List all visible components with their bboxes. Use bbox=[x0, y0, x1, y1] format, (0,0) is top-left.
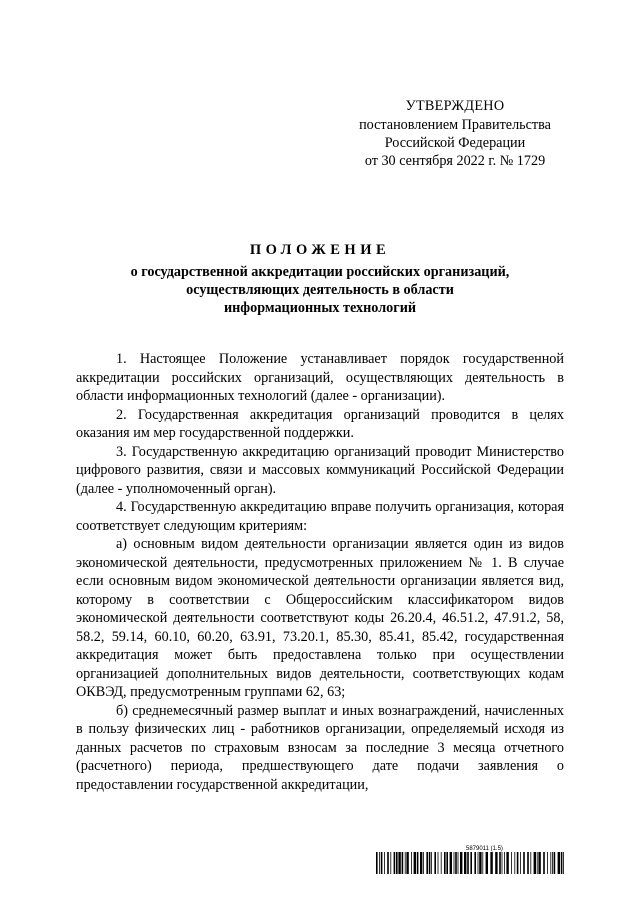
paragraph: б) среднемесячный размер выплат и иных вознаграждений, начисленных в пользу физических лиц - работников организации, определяемый исходя из данных расчетов по страховым взносам за последние 3 месяца отчетного (расчетного) периода, предшествующего дате подачи заявления о предоставлении государственной аккредитации, bbox=[76, 702, 564, 793]
subtitle-line: информационных технологий bbox=[223, 300, 417, 316]
document-body bbox=[76, 350, 564, 794]
document-code: 5879011 (1.5) bbox=[466, 846, 503, 852]
approval-date-line: от 30 сентября 2022 г. № 1729 bbox=[364, 153, 546, 169]
paragraph: 3. Государственную аккредитацию организаций проводит Министерство цифрового развития, связи и массовых коммуникаций Российской Федерации (далее - уполномоченный орган). bbox=[76, 443, 564, 497]
barcode bbox=[376, 852, 564, 874]
approval-line: Российской Федерации bbox=[384, 135, 526, 151]
approval-heading: УТВЕРЖДЕНО bbox=[405, 98, 505, 114]
paragraph: 1. Настоящее Положение устанавливает порядок государственной аккредитации российских организаций, осуществляющих деятельность в области информационных технологий (далее - организации). bbox=[76, 351, 564, 404]
subtitle-line: о государственной аккредитации российских организаций, bbox=[130, 264, 510, 280]
paragraph: 2. Государственная аккредитация организаций проводится в целях оказания им мер государственной поддержки. bbox=[76, 406, 564, 441]
approval-line: постановлением Правительства bbox=[359, 117, 551, 133]
document-subtitle bbox=[80, 263, 560, 317]
subtitle-line: осуществляющих деятельность в области bbox=[186, 282, 454, 298]
paragraph: а) основным видом деятельности организации является один из видов экономической деятельности, предусмотренных приложением № 1. В случае если основным видом экономической деятельности организации является вид, которому в соответствии с Общероссийским классификатором видов экономической деятельности соответствуют коды 26.20.4, 46.51.2, 47.91.2, 58, 58.2, 59.14, 60.10, 60.20, 63.91, 73.20.1, 85.30, 85.41, 85.42, государственная аккредитация может быть предоставлена только при осуществлении организацией дополнительных видов деятельности, соответствующих кодам ОКВЭД, предусмотренным группами 62, 63; bbox=[76, 536, 564, 700]
document-title: ПОЛОЖЕНИЕ bbox=[249, 242, 391, 258]
approval-block bbox=[340, 97, 570, 170]
paragraph: 4. Государственную аккредитацию вправе получить организация, которая соответствует следующим критериям: bbox=[76, 499, 564, 534]
